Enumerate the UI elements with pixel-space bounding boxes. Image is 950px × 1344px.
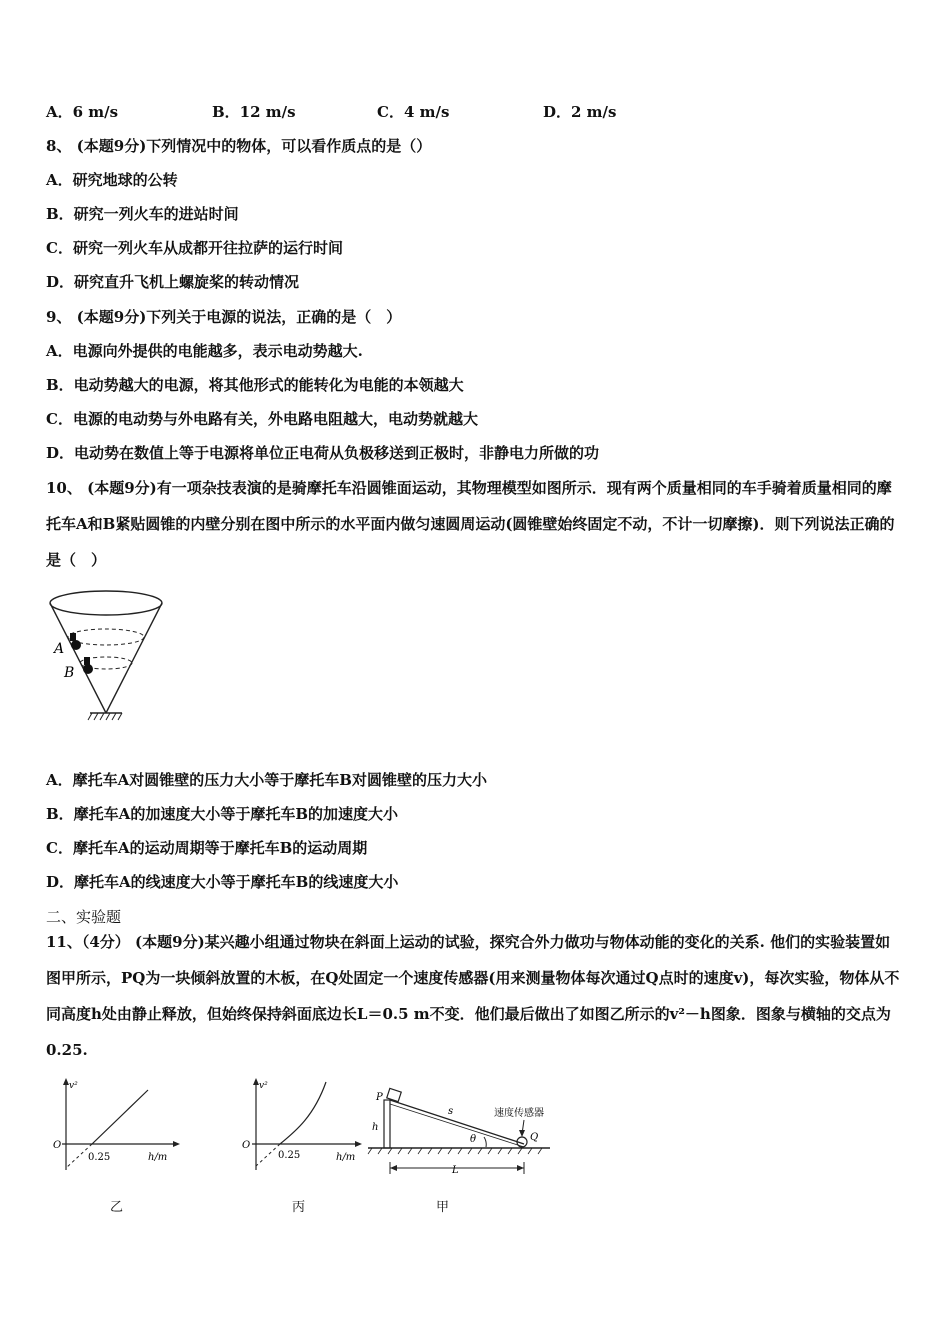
section-heading: 二、实验题 <box>46 908 122 926</box>
graph-bing-xlabel: h/m <box>336 1152 356 1163</box>
graph-yi <box>44 1076 184 1176</box>
apparatus-q: Q <box>530 1132 539 1143</box>
graph-bing-tick: 0.25 <box>278 1150 301 1161</box>
cone-figure <box>40 585 170 735</box>
rider-a-icon <box>70 633 81 650</box>
graph-yi-xlabel: h/m <box>148 1152 168 1163</box>
apparatus-sensor: 速度传感器 <box>494 1108 544 1119</box>
apparatus-l: L <box>452 1165 459 1176</box>
graph-yi-caption: 乙 <box>110 1200 124 1215</box>
q8-option-b: B．研究一列火车的进站时间 <box>46 205 239 223</box>
q7-option-b: B．12 m/s <box>212 103 296 121</box>
apparatus-h: h <box>372 1122 379 1133</box>
label-b: B <box>64 665 75 681</box>
q10-option-b: B．摩托车A的加速度大小等于摩托车B的加速度大小 <box>46 805 398 823</box>
q10-option-a: A．摩托车A对圆锥壁的压力大小等于摩托车B对圆锥壁的压力大小 <box>46 771 487 789</box>
q8-option-a: A．研究地球的公转 <box>46 171 178 189</box>
graph-bing-caption: 丙 <box>292 1200 306 1215</box>
graph-bing <box>236 1076 366 1176</box>
q8-option-c: C．研究一列火车从成都开往拉萨的运行时间 <box>46 239 343 257</box>
q10-option-c: C．摩托车A的运动周期等于摩托车B的运动周期 <box>46 839 368 857</box>
apparatus-s: s <box>448 1106 454 1117</box>
q10-stem: 10、 (本题9分)有一项杂技表演的是骑摩托车沿圆锥面运动，其物理模型如图所示．现有两个质量相同的车手骑着质量相同的摩托车A和B紧贴圆锥的内壁分别在图中所示的水平面内做匀速圆周运动(圆锥壁始终固定不动，不计一切摩擦)．则下列说法正确的是（ ） <box>46 479 895 569</box>
graph-yi-ylabel: v² <box>69 1081 78 1091</box>
apparatus-caption: 甲 <box>436 1200 450 1215</box>
q9-stem: 9、 (本题9分)下列关于电源的说法，正确的是（ ） <box>46 308 402 326</box>
graph-yi-origin: O <box>53 1140 62 1151</box>
q9-option-c: C．电源的电动势与外电路有关，外电路电阻越大，电动势就越大 <box>46 410 478 428</box>
q7-option-c: C．4 m/s <box>377 103 450 121</box>
q10-option-d: D．摩托车A的线速度大小等于摩托车B的线速度大小 <box>46 873 399 891</box>
label-a: A <box>54 641 65 657</box>
q9-option-b: B．电动势越大的电源，将其他形式的能转化为电能的本领越大 <box>46 376 464 394</box>
q9-option-a: A．电源向外提供的电能越多，表示电动势越大. <box>46 342 363 360</box>
apparatus-p: P <box>376 1092 383 1103</box>
q8-stem: 8、 (本题9分)下列情况中的物体，可以看作质点的是（） <box>46 137 432 155</box>
q11-stem: 11、（4分） (本题9分)某兴趣小组通过物块在斜面上运动的试验，探究合外力做功与物体动能的变化的关系. 他们的实验装置如图甲所示，PQ为一块倾斜放置的木板，在Q处固定一个速度传感器(用来测量物体每次通过Q点时的速度v)，每次实验，物体从不同高度h处由静止释放，但始终保持斜面底边长L＝0.5 m不变．他们最后做出了如图乙所示的v²－h图象．图象与横轴的交点为0.25. <box>46 933 900 1059</box>
rider-b-icon <box>83 657 93 674</box>
apparatus-theta: θ <box>470 1134 477 1145</box>
graph-bing-ylabel: v² <box>259 1081 268 1091</box>
apparatus-figure <box>364 1080 554 1180</box>
graph-bing-origin: O <box>242 1140 251 1151</box>
graph-yi-tick: 0.25 <box>88 1152 111 1163</box>
q7-option-d: D．2 m/s <box>543 103 617 121</box>
q7-option-a: A．6 m/s <box>46 103 119 121</box>
q8-option-d: D．研究直升飞机上螺旋桨的转动情况 <box>46 273 300 291</box>
q9-option-d: D．电动势在数值上等于电源将单位正电荷从负极移送到正极时，非静电力所做的功 <box>46 444 600 462</box>
